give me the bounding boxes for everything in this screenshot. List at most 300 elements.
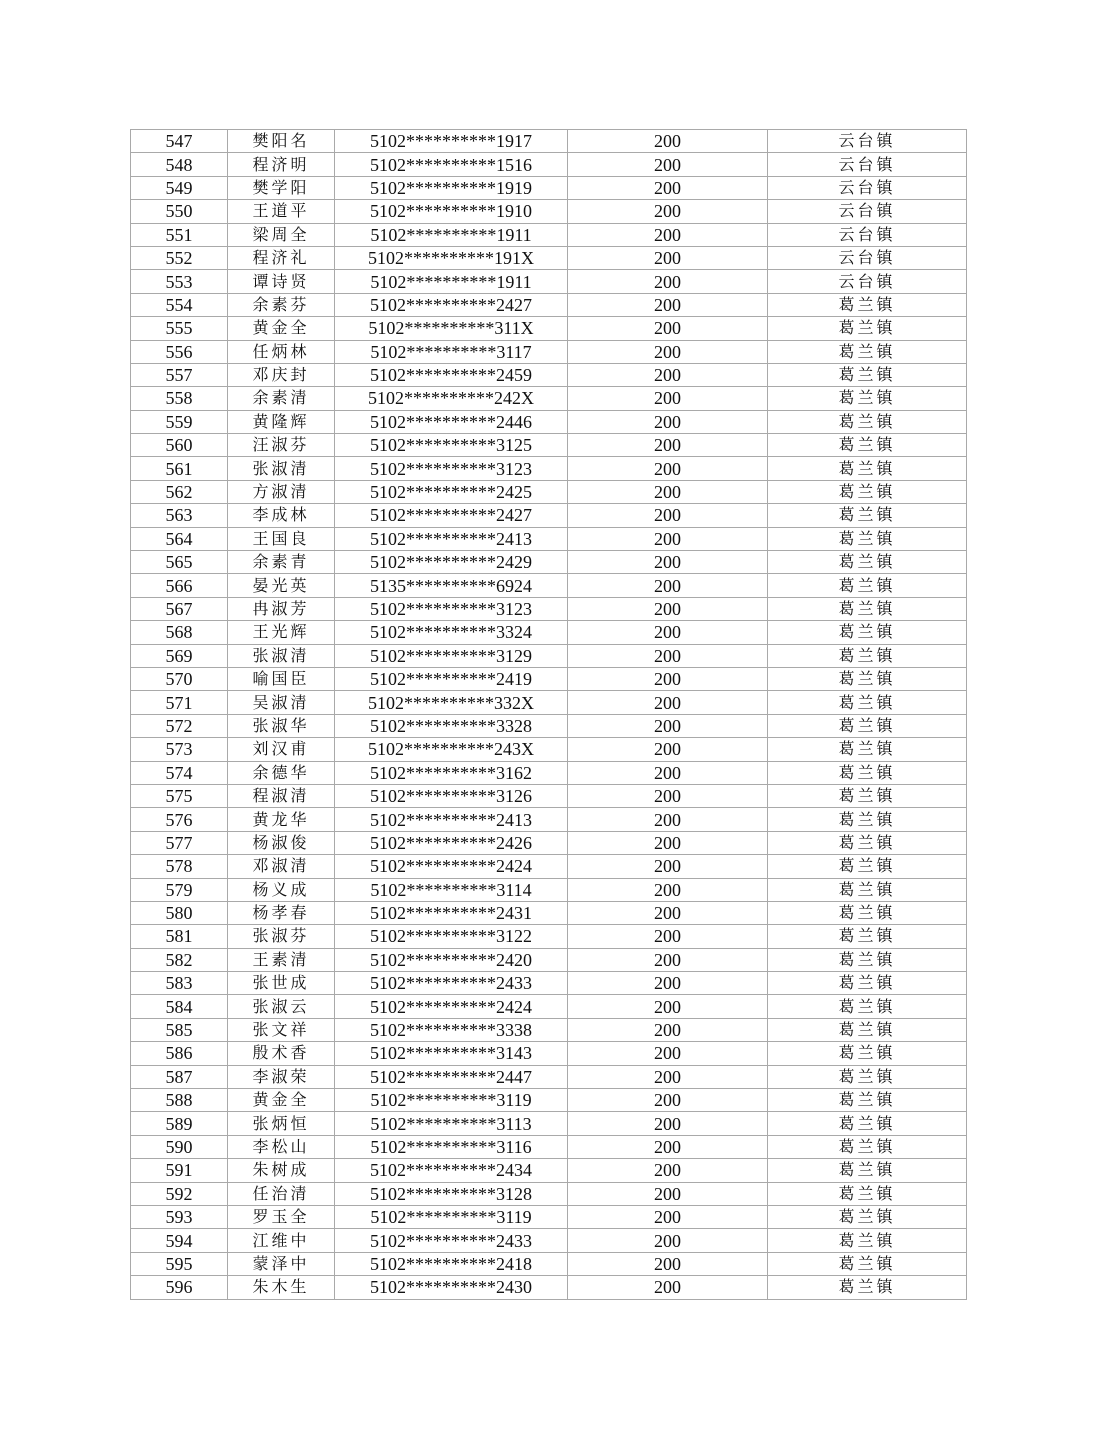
row-number-cell: 576	[131, 808, 228, 831]
row-number-cell: 556	[131, 340, 228, 363]
amount-cell: 200	[568, 480, 768, 503]
town-cell: 云台镇	[768, 270, 967, 293]
name-cell: 蒙泽中	[228, 1252, 335, 1275]
name-cell: 余素芬	[228, 293, 335, 316]
town-cell: 葛兰镇	[768, 1276, 967, 1299]
id-number-cell: 5102**********1911	[335, 223, 568, 246]
row-number-cell: 589	[131, 1112, 228, 1135]
row-number-cell: 580	[131, 901, 228, 924]
id-number-cell: 5102**********2420	[335, 948, 568, 971]
town-cell: 葛兰镇	[768, 1182, 967, 1205]
id-number-cell: 5102**********2427	[335, 504, 568, 527]
id-number-cell: 5135**********6924	[335, 574, 568, 597]
table-row	[131, 878, 967, 901]
town-cell: 葛兰镇	[768, 1112, 967, 1135]
id-number-cell: 5102**********3122	[335, 925, 568, 948]
town-cell: 葛兰镇	[768, 855, 967, 878]
town-cell: 葛兰镇	[768, 714, 967, 737]
town-cell: 葛兰镇	[768, 761, 967, 784]
amount-cell: 200	[568, 714, 768, 737]
row-number-cell: 588	[131, 1089, 228, 1112]
table-row	[131, 293, 967, 316]
amount-cell: 200	[568, 784, 768, 807]
id-number-cell: 5102**********2418	[335, 1252, 568, 1275]
subsidy-table	[130, 129, 967, 1300]
row-number-cell: 560	[131, 434, 228, 457]
name-cell: 江维中	[228, 1229, 335, 1252]
name-cell: 樊阳名	[228, 130, 335, 153]
id-number-cell: 5102**********3116	[335, 1135, 568, 1158]
id-number-cell: 5102**********1917	[335, 130, 568, 153]
row-number-cell: 585	[131, 1018, 228, 1041]
id-number-cell: 5102**********2424	[335, 855, 568, 878]
amount-cell: 200	[568, 153, 768, 176]
id-number-cell: 5102**********2424	[335, 995, 568, 1018]
name-cell: 李淑荣	[228, 1065, 335, 1088]
table-row	[131, 223, 967, 246]
town-cell: 葛兰镇	[768, 738, 967, 761]
row-number-cell: 573	[131, 738, 228, 761]
row-number-cell: 594	[131, 1229, 228, 1252]
town-cell: 葛兰镇	[768, 387, 967, 410]
name-cell: 罗玉全	[228, 1205, 335, 1228]
id-number-cell: 5102**********2459	[335, 363, 568, 386]
town-cell: 葛兰镇	[768, 293, 967, 316]
table-row	[131, 270, 967, 293]
town-cell: 葛兰镇	[768, 1229, 967, 1252]
name-cell: 程淑清	[228, 784, 335, 807]
row-number-cell: 562	[131, 480, 228, 503]
table-row	[131, 410, 967, 433]
name-cell: 谭诗贤	[228, 270, 335, 293]
amount-cell: 200	[568, 1042, 768, 1065]
town-cell: 葛兰镇	[768, 1042, 967, 1065]
table-row	[131, 1089, 967, 1112]
town-cell: 葛兰镇	[768, 410, 967, 433]
amount-cell: 200	[568, 293, 768, 316]
name-cell: 李成林	[228, 504, 335, 527]
name-cell: 刘汉甫	[228, 738, 335, 761]
town-cell: 葛兰镇	[768, 574, 967, 597]
table-row	[131, 1042, 967, 1065]
name-cell: 汪淑芬	[228, 434, 335, 457]
name-cell: 张淑云	[228, 995, 335, 1018]
table-row	[131, 761, 967, 784]
name-cell: 梁周全	[228, 223, 335, 246]
amount-cell: 200	[568, 621, 768, 644]
amount-cell: 200	[568, 831, 768, 854]
name-cell: 樊学阳	[228, 176, 335, 199]
amount-cell: 200	[568, 1135, 768, 1158]
name-cell: 朱树成	[228, 1159, 335, 1182]
town-cell: 葛兰镇	[768, 597, 967, 620]
amount-cell: 200	[568, 1182, 768, 1205]
town-cell: 葛兰镇	[768, 457, 967, 480]
table-row	[131, 714, 967, 737]
table-row	[131, 901, 967, 924]
amount-cell: 200	[568, 667, 768, 690]
name-cell: 程济明	[228, 153, 335, 176]
row-number-cell: 593	[131, 1205, 228, 1228]
name-cell: 冉淑芳	[228, 597, 335, 620]
row-number-cell: 577	[131, 831, 228, 854]
name-cell: 王道平	[228, 200, 335, 223]
table-row	[131, 972, 967, 995]
table-row	[131, 527, 967, 550]
amount-cell: 200	[568, 410, 768, 433]
amount-cell: 200	[568, 761, 768, 784]
town-cell: 葛兰镇	[768, 1018, 967, 1041]
amount-cell: 200	[568, 176, 768, 199]
amount-cell: 200	[568, 527, 768, 550]
row-number-cell: 574	[131, 761, 228, 784]
table-row	[131, 1252, 967, 1275]
amount-cell: 200	[568, 1229, 768, 1252]
id-number-cell: 5102**********2429	[335, 551, 568, 574]
town-cell: 云台镇	[768, 246, 967, 269]
id-number-cell: 5102**********1911	[335, 270, 568, 293]
id-number-cell: 5102**********3125	[335, 434, 568, 457]
table-row	[131, 574, 967, 597]
table-row	[131, 480, 967, 503]
row-number-cell: 570	[131, 667, 228, 690]
amount-cell: 200	[568, 878, 768, 901]
amount-cell: 200	[568, 948, 768, 971]
name-cell: 张淑华	[228, 714, 335, 737]
row-number-cell: 566	[131, 574, 228, 597]
row-number-cell: 572	[131, 714, 228, 737]
table-body	[131, 130, 967, 1300]
name-cell: 余德华	[228, 761, 335, 784]
table-row	[131, 363, 967, 386]
amount-cell: 200	[568, 1159, 768, 1182]
town-cell: 葛兰镇	[768, 644, 967, 667]
id-number-cell: 5102**********3126	[335, 784, 568, 807]
amount-cell: 200	[568, 1276, 768, 1299]
name-cell: 晏光英	[228, 574, 335, 597]
amount-cell: 200	[568, 925, 768, 948]
town-cell: 葛兰镇	[768, 340, 967, 363]
name-cell: 李松山	[228, 1135, 335, 1158]
amount-cell: 200	[568, 972, 768, 995]
id-number-cell: 5102**********3128	[335, 1182, 568, 1205]
town-cell: 云台镇	[768, 153, 967, 176]
table-row	[131, 925, 967, 948]
amount-cell: 200	[568, 1112, 768, 1135]
name-cell: 张世成	[228, 972, 335, 995]
amount-cell: 200	[568, 340, 768, 363]
table-row	[131, 1182, 967, 1205]
amount-cell: 200	[568, 574, 768, 597]
row-number-cell: 586	[131, 1042, 228, 1065]
amount-cell: 200	[568, 434, 768, 457]
name-cell: 余素青	[228, 551, 335, 574]
row-number-cell: 559	[131, 410, 228, 433]
amount-cell: 200	[568, 644, 768, 667]
town-cell: 云台镇	[768, 130, 967, 153]
table-row	[131, 130, 967, 153]
name-cell: 张淑芬	[228, 925, 335, 948]
row-number-cell: 592	[131, 1182, 228, 1205]
table-row	[131, 995, 967, 1018]
name-cell: 喻国臣	[228, 667, 335, 690]
name-cell: 王国良	[228, 527, 335, 550]
amount-cell: 200	[568, 387, 768, 410]
name-cell: 王光辉	[228, 621, 335, 644]
name-cell: 朱木生	[228, 1276, 335, 1299]
id-number-cell: 5102**********2419	[335, 667, 568, 690]
table-row	[131, 246, 967, 269]
table-row	[131, 551, 967, 574]
town-cell: 云台镇	[768, 223, 967, 246]
town-cell: 葛兰镇	[768, 434, 967, 457]
id-number-cell: 5102**********2425	[335, 480, 568, 503]
row-number-cell: 565	[131, 551, 228, 574]
table-row	[131, 1229, 967, 1252]
row-number-cell: 550	[131, 200, 228, 223]
name-cell: 杨孝春	[228, 901, 335, 924]
row-number-cell: 555	[131, 317, 228, 340]
town-cell: 葛兰镇	[768, 527, 967, 550]
id-number-cell: 5102**********3324	[335, 621, 568, 644]
table-row	[131, 948, 967, 971]
table-row	[131, 1065, 967, 1088]
amount-cell: 200	[568, 270, 768, 293]
amount-cell: 200	[568, 855, 768, 878]
name-cell: 吴淑清	[228, 691, 335, 714]
name-cell: 程济礼	[228, 246, 335, 269]
name-cell: 任治清	[228, 1182, 335, 1205]
name-cell: 任炳林	[228, 340, 335, 363]
name-cell: 张淑清	[228, 644, 335, 667]
row-number-cell: 583	[131, 972, 228, 995]
amount-cell: 200	[568, 1089, 768, 1112]
row-number-cell: 581	[131, 925, 228, 948]
row-number-cell: 571	[131, 691, 228, 714]
row-number-cell: 547	[131, 130, 228, 153]
id-number-cell: 5102**********3328	[335, 714, 568, 737]
amount-cell: 200	[568, 1065, 768, 1088]
table-row	[131, 691, 967, 714]
amount-cell: 200	[568, 1252, 768, 1275]
table-row	[131, 1135, 967, 1158]
town-cell: 葛兰镇	[768, 317, 967, 340]
town-cell: 葛兰镇	[768, 925, 967, 948]
town-cell: 葛兰镇	[768, 621, 967, 644]
amount-cell: 200	[568, 901, 768, 924]
town-cell: 葛兰镇	[768, 1065, 967, 1088]
name-cell: 黄金全	[228, 317, 335, 340]
town-cell: 葛兰镇	[768, 948, 967, 971]
table-row	[131, 317, 967, 340]
table-row	[131, 667, 967, 690]
id-number-cell: 5102**********243X	[335, 738, 568, 761]
id-number-cell: 5102**********3338	[335, 1018, 568, 1041]
amount-cell: 200	[568, 551, 768, 574]
table-row	[131, 1205, 967, 1228]
id-number-cell: 5102**********3117	[335, 340, 568, 363]
id-number-cell: 5102**********3123	[335, 597, 568, 620]
table-row	[131, 738, 967, 761]
town-cell: 葛兰镇	[768, 901, 967, 924]
amount-cell: 200	[568, 1205, 768, 1228]
id-number-cell: 5102**********2426	[335, 831, 568, 854]
row-number-cell: 552	[131, 246, 228, 269]
amount-cell: 200	[568, 457, 768, 480]
id-number-cell: 5102**********2430	[335, 1276, 568, 1299]
id-number-cell: 5102**********3119	[335, 1089, 568, 1112]
table-row	[131, 597, 967, 620]
name-cell: 殷术香	[228, 1042, 335, 1065]
table-row	[131, 457, 967, 480]
id-number-cell: 5102**********3123	[335, 457, 568, 480]
table-row	[131, 387, 967, 410]
town-cell: 葛兰镇	[768, 1135, 967, 1158]
table-row	[131, 855, 967, 878]
amount-cell: 200	[568, 363, 768, 386]
row-number-cell: 557	[131, 363, 228, 386]
row-number-cell: 549	[131, 176, 228, 199]
id-number-cell: 5102**********2434	[335, 1159, 568, 1182]
town-cell: 葛兰镇	[768, 1252, 967, 1275]
id-number-cell: 5102**********2413	[335, 527, 568, 550]
amount-cell: 200	[568, 808, 768, 831]
name-cell: 黄隆辉	[228, 410, 335, 433]
town-cell: 葛兰镇	[768, 1089, 967, 1112]
row-number-cell: 558	[131, 387, 228, 410]
row-number-cell: 551	[131, 223, 228, 246]
amount-cell: 200	[568, 504, 768, 527]
table-row	[131, 644, 967, 667]
id-number-cell: 5102**********3114	[335, 878, 568, 901]
row-number-cell: 590	[131, 1135, 228, 1158]
amount-cell: 200	[568, 597, 768, 620]
row-number-cell: 563	[131, 504, 228, 527]
id-number-cell: 5102**********3119	[335, 1205, 568, 1228]
amount-cell: 200	[568, 130, 768, 153]
row-number-cell: 596	[131, 1276, 228, 1299]
table-row	[131, 1018, 967, 1041]
table-row	[131, 434, 967, 457]
town-cell: 葛兰镇	[768, 784, 967, 807]
town-cell: 云台镇	[768, 176, 967, 199]
town-cell: 云台镇	[768, 200, 967, 223]
town-cell: 葛兰镇	[768, 1205, 967, 1228]
table-row	[131, 621, 967, 644]
row-number-cell: 567	[131, 597, 228, 620]
town-cell: 葛兰镇	[768, 831, 967, 854]
table-row	[131, 831, 967, 854]
row-number-cell: 575	[131, 784, 228, 807]
row-number-cell: 584	[131, 995, 228, 1018]
id-number-cell: 5102**********1919	[335, 176, 568, 199]
id-number-cell: 5102**********242X	[335, 387, 568, 410]
amount-cell: 200	[568, 691, 768, 714]
amount-cell: 200	[568, 995, 768, 1018]
name-cell: 黄龙华	[228, 808, 335, 831]
table-row	[131, 153, 967, 176]
id-number-cell: 5102**********2413	[335, 808, 568, 831]
amount-cell: 200	[568, 246, 768, 269]
town-cell: 葛兰镇	[768, 878, 967, 901]
town-cell: 葛兰镇	[768, 972, 967, 995]
row-number-cell: 553	[131, 270, 228, 293]
town-cell: 葛兰镇	[768, 551, 967, 574]
name-cell: 王素清	[228, 948, 335, 971]
name-cell: 张文祥	[228, 1018, 335, 1041]
id-number-cell: 5102**********1910	[335, 200, 568, 223]
name-cell: 杨义成	[228, 878, 335, 901]
id-number-cell: 5102**********3162	[335, 761, 568, 784]
row-number-cell: 568	[131, 621, 228, 644]
town-cell: 葛兰镇	[768, 808, 967, 831]
row-number-cell: 582	[131, 948, 228, 971]
row-number-cell: 554	[131, 293, 228, 316]
name-cell: 余素清	[228, 387, 335, 410]
table-row	[131, 784, 967, 807]
town-cell: 葛兰镇	[768, 691, 967, 714]
name-cell: 邓庆封	[228, 363, 335, 386]
row-number-cell: 561	[131, 457, 228, 480]
amount-cell: 200	[568, 738, 768, 761]
table-row	[131, 340, 967, 363]
table-row	[131, 504, 967, 527]
table-row	[131, 1112, 967, 1135]
town-cell: 葛兰镇	[768, 480, 967, 503]
id-number-cell: 5102**********1516	[335, 153, 568, 176]
table-row	[131, 808, 967, 831]
row-number-cell: 579	[131, 878, 228, 901]
row-number-cell: 595	[131, 1252, 228, 1275]
id-number-cell: 5102**********311X	[335, 317, 568, 340]
id-number-cell: 5102**********3143	[335, 1042, 568, 1065]
town-cell: 葛兰镇	[768, 504, 967, 527]
amount-cell: 200	[568, 317, 768, 340]
id-number-cell: 5102**********2431	[335, 901, 568, 924]
row-number-cell: 569	[131, 644, 228, 667]
id-number-cell: 5102**********2433	[335, 972, 568, 995]
id-number-cell: 5102**********3129	[335, 644, 568, 667]
amount-cell: 200	[568, 200, 768, 223]
town-cell: 葛兰镇	[768, 363, 967, 386]
name-cell: 黄金全	[228, 1089, 335, 1112]
row-number-cell: 591	[131, 1159, 228, 1182]
table-row	[131, 1159, 967, 1182]
table-row	[131, 200, 967, 223]
name-cell: 杨淑俊	[228, 831, 335, 854]
town-cell: 葛兰镇	[768, 1159, 967, 1182]
row-number-cell: 548	[131, 153, 228, 176]
amount-cell: 200	[568, 1018, 768, 1041]
name-cell: 张淑清	[228, 457, 335, 480]
name-cell: 方淑清	[228, 480, 335, 503]
id-number-cell: 5102**********2447	[335, 1065, 568, 1088]
id-number-cell: 5102**********2427	[335, 293, 568, 316]
row-number-cell: 564	[131, 527, 228, 550]
amount-cell: 200	[568, 223, 768, 246]
town-cell: 葛兰镇	[768, 995, 967, 1018]
table-row	[131, 176, 967, 199]
row-number-cell: 578	[131, 855, 228, 878]
name-cell: 张炳恒	[228, 1112, 335, 1135]
row-number-cell: 587	[131, 1065, 228, 1088]
id-number-cell: 5102**********2446	[335, 410, 568, 433]
name-cell: 邓淑清	[228, 855, 335, 878]
table-row	[131, 1276, 967, 1299]
town-cell: 葛兰镇	[768, 667, 967, 690]
id-number-cell: 5102**********3113	[335, 1112, 568, 1135]
id-number-cell: 5102**********2433	[335, 1229, 568, 1252]
